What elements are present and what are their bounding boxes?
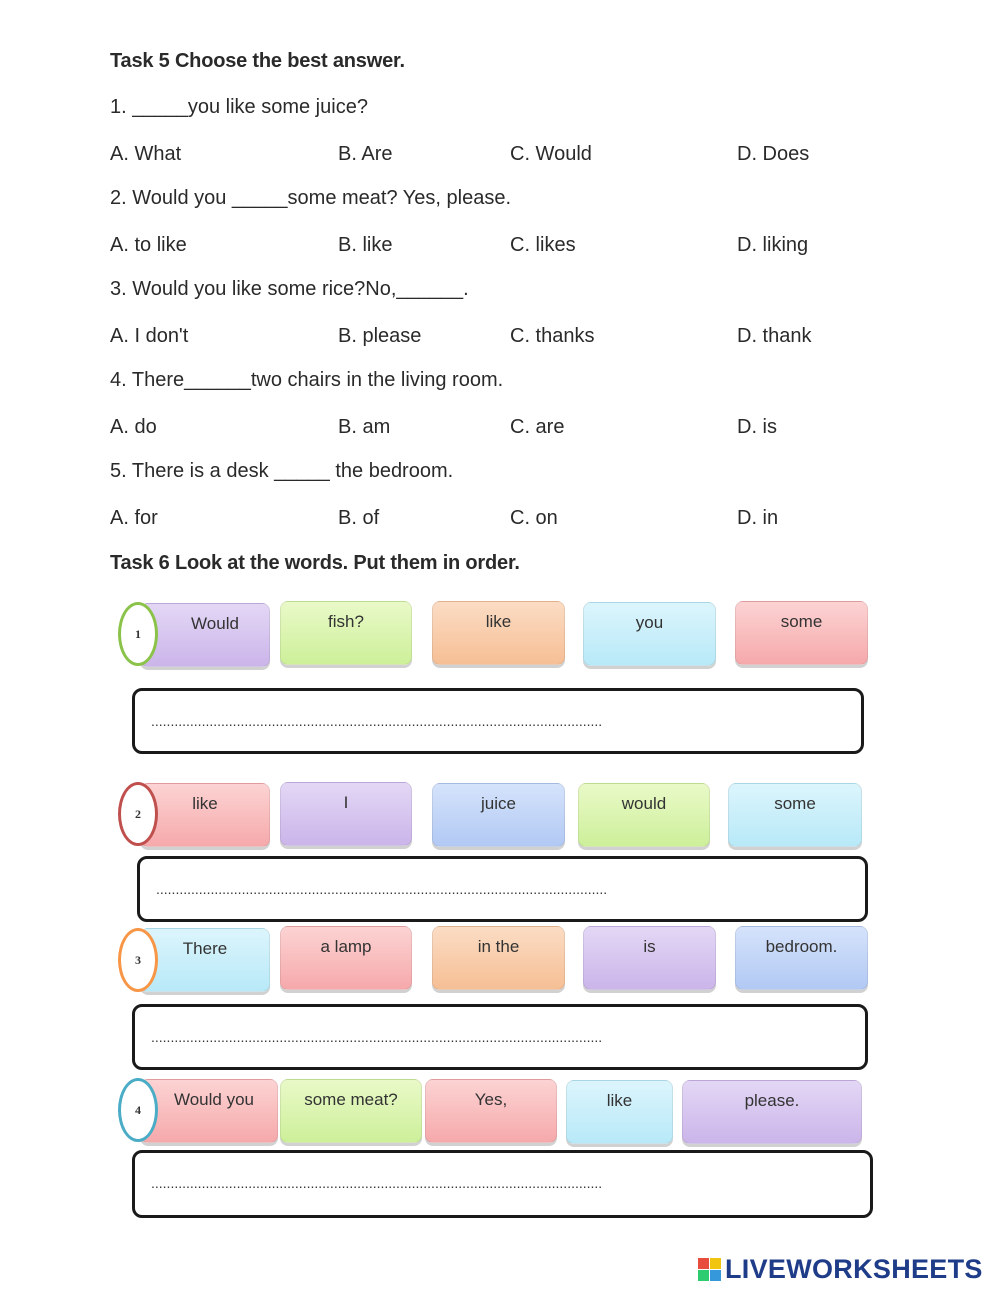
answer-line: .................................................................................................................... <box>151 713 603 729</box>
word-tile[interactable]: like <box>432 601 565 665</box>
word-tile[interactable]: I <box>280 782 412 846</box>
answer-line: .................................................................................................................... <box>156 881 608 897</box>
word-tile[interactable]: Yes, <box>425 1079 557 1143</box>
option-4d[interactable]: D. is <box>737 416 777 438</box>
option-1a[interactable]: A. What <box>110 143 182 165</box>
word-tile[interactable]: There <box>140 928 270 992</box>
answer-box-1[interactable] <box>132 688 864 754</box>
option-2a[interactable]: A. to like <box>110 234 187 256</box>
answer-line: .................................................................................................................... <box>151 1029 603 1045</box>
answer-box-4[interactable] <box>132 1150 873 1218</box>
option-5b[interactable]: B. of <box>338 507 380 529</box>
option-2b[interactable]: B. like <box>338 234 393 256</box>
answer-box-2[interactable] <box>137 856 868 922</box>
liveworksheets-logo <box>698 1254 983 1285</box>
option-4a[interactable]: A. do <box>110 416 157 438</box>
item-1-number: 1 <box>118 602 158 666</box>
word-tile[interactable]: is <box>583 926 716 990</box>
option-1c[interactable]: C. Would <box>510 143 592 165</box>
word-tile[interactable]: in the <box>432 926 565 990</box>
word-tile[interactable]: please. <box>682 1080 862 1144</box>
word-tile[interactable]: bedroom. <box>735 926 868 990</box>
option-5c[interactable]: C. on <box>510 507 558 529</box>
option-5d[interactable]: D. in <box>737 507 779 529</box>
word-tile[interactable]: some <box>735 601 868 665</box>
option-3a[interactable]: A. I don't <box>110 325 189 347</box>
option-3b[interactable]: B. please <box>338 325 422 347</box>
option-5a[interactable]: A. for <box>110 507 158 529</box>
answer-box-3[interactable] <box>132 1004 868 1070</box>
word-tile[interactable]: would <box>578 783 710 847</box>
item-4-number: 4 <box>118 1078 158 1142</box>
task6-title: Task 6 Look at the words. Put them in order. <box>110 552 520 574</box>
question-5: 5. There is a desk _____ the bedroom. <box>110 460 454 482</box>
option-1d[interactable]: D. Does <box>737 143 810 165</box>
option-4b[interactable]: B. am <box>338 416 391 438</box>
word-tile[interactable]: some <box>728 783 862 847</box>
item-2-number: 2 <box>118 782 158 846</box>
logo-icon <box>698 1258 721 1281</box>
word-tile[interactable]: like <box>140 783 270 847</box>
word-tile[interactable]: you <box>583 602 716 666</box>
word-tile[interactable]: like <box>566 1080 673 1144</box>
word-tile[interactable]: juice <box>432 783 565 847</box>
task5-title: Task 5 Choose the best answer. <box>110 50 405 72</box>
question-4: 4. There______two chairs in the living room. <box>110 369 504 391</box>
question-3: 3. Would you like some rice?No,______. <box>110 278 469 300</box>
option-2d[interactable]: D. liking <box>737 234 809 256</box>
word-tile[interactable]: some meat? <box>280 1079 422 1143</box>
item-3-number: 3 <box>118 928 158 992</box>
option-2c[interactable]: C. likes <box>510 234 576 256</box>
option-1b[interactable]: B. Are <box>338 143 393 165</box>
option-3d[interactable]: D. thank <box>737 325 812 347</box>
word-tile[interactable]: Would <box>140 603 270 667</box>
question-2: 2. Would you _____some meat? Yes, please. <box>110 187 512 209</box>
word-tile[interactable]: fish? <box>280 601 412 665</box>
word-tile[interactable]: a lamp <box>280 926 412 990</box>
option-4c[interactable]: C. are <box>510 416 565 438</box>
word-tile[interactable]: Would you <box>140 1079 278 1143</box>
question-1: 1. _____you like some juice? <box>110 96 368 118</box>
option-3c[interactable]: C. thanks <box>510 325 595 347</box>
answer-line: .................................................................................................................... <box>151 1175 603 1191</box>
logo-text: LIVEWORKSHEETS <box>725 1254 983 1284</box>
